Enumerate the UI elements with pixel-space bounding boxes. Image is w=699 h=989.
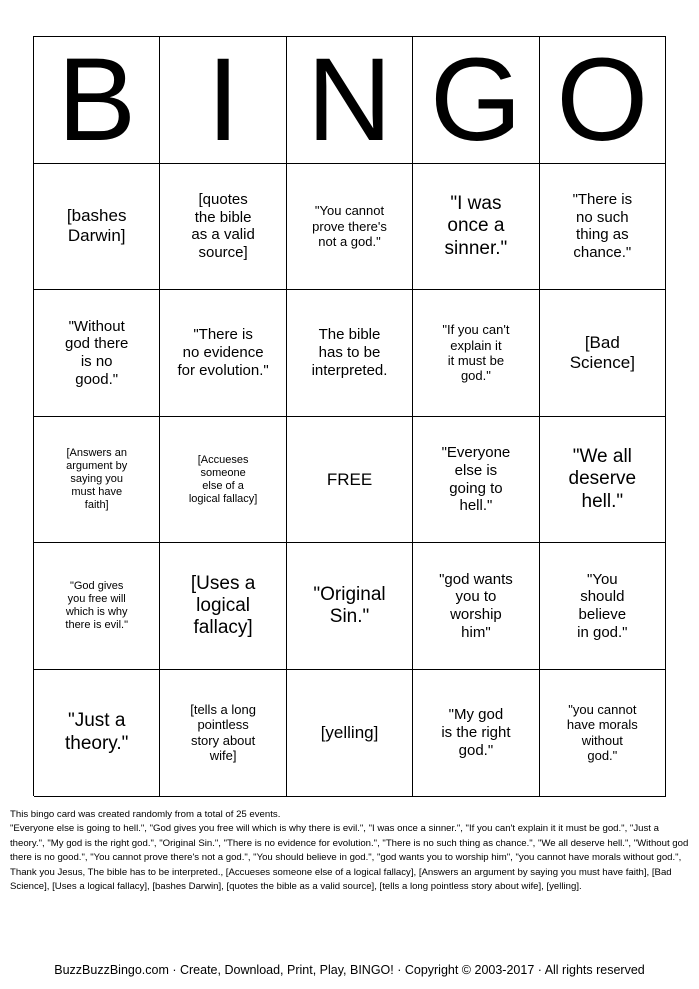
bingo-row (34, 417, 666, 544)
bingo-cell (160, 670, 286, 797)
bingo-cell (287, 417, 413, 544)
bingo-row (34, 164, 666, 291)
bingo-grid (34, 164, 666, 797)
header-letter-i: I (160, 37, 286, 164)
bingo-cell-text: "Just a theory." (64, 710, 129, 754)
header-letter-g: G (413, 37, 539, 164)
bingo-cell-text: "I was once a sinner." (444, 192, 508, 259)
bingo-cell (413, 164, 539, 291)
bingo-cell (287, 670, 413, 797)
header-letter-n: N (287, 37, 413, 164)
bingo-cell (160, 164, 286, 291)
header-letter-o: O (540, 37, 666, 164)
bingo-row (34, 543, 666, 670)
bingo-cell-text: FREE (326, 469, 373, 489)
footer-intro: This bingo card was created randomly from a total of 25 events. (10, 809, 281, 820)
bingo-cell-text: "God gives you free will which is why there is evil." (65, 580, 128, 632)
bingo-cell-text: [Answers an argument by saying you must have faith] (66, 447, 128, 512)
bingo-cell (413, 290, 539, 417)
bingo-cell (160, 290, 286, 417)
bingo-cell (413, 543, 539, 670)
bingo-cell (287, 290, 413, 417)
bingo-cell-text: "Without god there is no good." (65, 317, 129, 388)
bingo-cell (34, 417, 160, 544)
bingo-cell (540, 417, 666, 544)
bingo-cell-text: [quotes the bible as a valid source] (191, 191, 255, 262)
bingo-cell (160, 543, 286, 670)
bingo-cell-text: [Bad Science] (569, 332, 635, 372)
card-footer (10, 808, 690, 894)
bingo-cell (540, 670, 666, 797)
bingo-cell-text: "Original Sin." (313, 583, 386, 628)
bingo-cell (160, 417, 286, 544)
bingo-card (33, 36, 666, 796)
bingo-cell-text: [tells a long pointless story about wife] (190, 702, 256, 764)
bingo-cell-text: [yelling] (320, 722, 379, 742)
bingo-cell (540, 543, 666, 670)
bingo-cell-text: "You should believe in god." (577, 570, 628, 641)
bingo-cell (34, 543, 160, 670)
header-letter-b: B (34, 37, 160, 164)
bingo-cell-text: "If you can't explain it it must be god." (442, 322, 510, 384)
bingo-cell-text: [bashes Darwin] (66, 206, 127, 246)
bingo-cell (540, 290, 666, 417)
bingo-cell (34, 164, 160, 291)
bingo-cell-text: The bible has to be interpreted. (311, 326, 388, 379)
bingo-cell-text: "you cannot have morals without god." (566, 702, 638, 764)
bingo-cell (413, 670, 539, 797)
bingo-cell-text: [Accueses someone else of a logical fallacy] (188, 453, 258, 505)
bingo-cell (287, 164, 413, 291)
bingo-cell-text: "There is no such thing as chance." (572, 191, 633, 262)
bingo-row (34, 670, 666, 797)
bingo-cell (34, 290, 160, 417)
bingo-cell-text: "My god is the right god." (441, 706, 511, 759)
bingo-cell-text: "You cannot prove there's not a god." (312, 203, 387, 250)
site-credit: BuzzBuzzBingo.com · Create, Download, Print, Play, BINGO! · Copyright © 2003-2017 · All rights reserved (54, 963, 645, 977)
bingo-row (34, 290, 666, 417)
bingo-cell-text: "There is no evidence for evolution." (177, 326, 269, 379)
bingo-cell (34, 670, 160, 797)
bingo-cell-text: [Uses a logical fallacy] (190, 572, 256, 639)
footer-events-list: "Everyone else is going to hell.", "God gives you free will which is why there is evil.", "I was once a sinner.", "If you can't explain it it must be god.", "Just a theory.", "My god is the right god.", "Original Sin.", "There is no evidence for evolution.", "There is no such thing as chance.", "We all deserve hell.", "Without god there is no good.", "You cannot prove there's not a god.", "You should believe in god.", "god wants you to worship him", "you cannot have morals without god.", Thank you Jesus, The bible has to be interpreted., [Accueses someone else of a logical fallacy], [Answers an argument by saying you must have faith], [Bad Science], [Uses a logical fallacy], [bashes Darwin], [quotes the bible as a valid source], [tells a long pointless story about wife], [yelling]. (10, 823, 689, 892)
bingo-cell-text: "god wants you to worship him" (439, 570, 513, 641)
bingo-cell (540, 164, 666, 291)
bingo-cell (413, 417, 539, 544)
header-row (34, 37, 666, 164)
bingo-cell-text: "We all deserve hell." (568, 445, 637, 512)
bingo-cell-text: "Everyone else is going to hell." (441, 444, 511, 515)
bingo-cell (287, 543, 413, 670)
